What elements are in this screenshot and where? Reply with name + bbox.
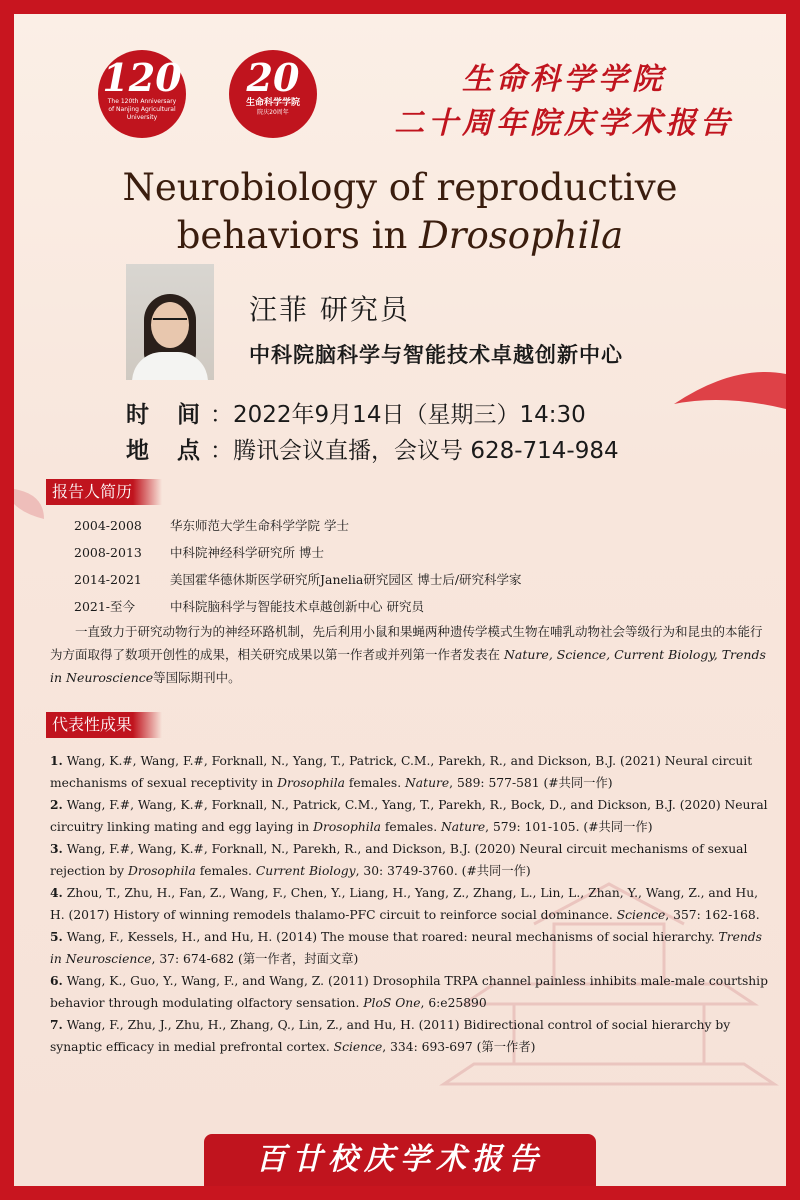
time-value: ：2022年9月14日（星期三）14:30 <box>210 402 586 428</box>
logo-caption: 生命科学学院 <box>245 98 300 108</box>
publication-number: 7. <box>50 1017 63 1032</box>
talk-title-prefix: behaviors in <box>176 214 420 257</box>
bio-text: 美国霍华德休斯医学研究所Janelia研究园区 博士后/研究科学家 <box>170 572 522 587</box>
bio-summary-prefix: 一直致力于研究动物行为的神经环路机制，先后利用小鼠和果蝇两种遗传学模式生物在哺乳动物社会等级行为和昆虫的本能行为方面取得了数项开创性的成果，相关研究成果以第一作者或并列第一作者发表在 <box>50 624 763 662</box>
header-event-name: 二十周年院庆学术报告 <box>394 106 734 141</box>
publication-number: 4. <box>50 885 63 900</box>
logo-caption: The 120th Anniversary of Nanjing Agricultural University <box>107 98 177 121</box>
bio-summary-suffix: 等国际期刊中。 <box>153 670 241 685</box>
talk-title-line1: Neurobiology of reproductive <box>122 166 678 209</box>
publication-item <box>50 926 774 970</box>
publication-italic: Drosophila <box>313 820 381 834</box>
publication-citation-mid: females. <box>380 820 442 834</box>
publication-italic: Science <box>333 1040 383 1054</box>
bio-entry <box>74 543 324 561</box>
publication-citation-end: , 589: 577-581 (#共同一作) <box>449 776 613 790</box>
publication-citation: Zhou, T., Zhu, H., Fan, Z., Wang, F., Chen, Y., Liang, H., Yang, Z., Zhang, L., Lin, L., Zhan, Y., Wang, Z., and Hu, H. (2017) History of winning remodels thalamo-PFC circuit to reinforce social dominance. <box>50 886 759 922</box>
university-120-anniversary-logo <box>98 50 186 138</box>
publication-citation-mid: , 357: 162-168. <box>665 908 760 922</box>
publication-item <box>50 882 774 926</box>
publication-item <box>50 970 774 1014</box>
publication-citation-mid: females. <box>195 864 256 878</box>
publication-number: 1. <box>50 753 63 768</box>
logo-subcaption: 院庆20周年 <box>257 109 289 116</box>
header-college-name: 生命科学学院 <box>462 62 666 97</box>
poster <box>14 14 786 1186</box>
publication-citation-mid: females. <box>344 776 406 790</box>
publication-number: 5. <box>50 929 63 944</box>
publication-citation: Wang, F., Kessels, H., and Hu, H. (2014) The mouse that roared: neural mechanisms of social hierarchy. <box>62 930 719 944</box>
speaker-name: 汪菲 研究员 <box>249 293 410 326</box>
publication-item <box>50 1014 774 1058</box>
bio-entry <box>74 570 522 588</box>
talk-title-line2 <box>14 212 786 260</box>
bio-summary-journals: Nature, Science, Current Biology, Trends in Neuroscience <box>50 647 766 685</box>
publication-citation-mid: , 6:e25890 <box>420 996 487 1010</box>
publication-list <box>50 750 774 1058</box>
place-value: ：腾讯会议直播，会议号 628-714-984 <box>210 438 619 464</box>
speaker-affiliation: 中科院脑科学与智能技术卓越创新中心 <box>249 343 623 367</box>
bio-text: 中科院神经科学研究所 博士 <box>170 545 324 560</box>
publication-italic: PloS One <box>363 996 421 1010</box>
publication-journal: Current Biology <box>255 864 356 878</box>
publication-citation: Wang, F.#, Wang, K.#, Forknall, N., Patrick, C.M., Yang, T., Parekh, R., Bock, D., and Dickson, B.J. (2020) Neural circuitry linking mating and egg laying in <box>50 798 768 834</box>
footer-banner: 百廿校庆学术报告 <box>204 1134 596 1186</box>
publication-citation-end: , 30: 3749-3760. (#共同一作) <box>355 864 531 878</box>
bio-entry <box>74 516 349 534</box>
petal-decoration <box>674 364 786 424</box>
event-place <box>126 432 619 465</box>
place-label: 地 点 <box>126 438 211 464</box>
bio-years: 2004-2008 <box>74 518 142 533</box>
publication-citation-mid: , 37: 674-682 (第一作者，封面文章) <box>151 952 359 966</box>
college-20-anniversary-logo <box>229 50 317 138</box>
logo-number: 20 <box>246 55 300 100</box>
bio-text: 中科院脑科学与智能技术卓越创新中心 研究员 <box>170 599 424 614</box>
publication-citation-end: , 579: 101-105. (#共同一作) <box>485 820 653 834</box>
publication-item <box>50 794 774 838</box>
bio-summary <box>50 620 770 689</box>
publication-journal: Nature <box>441 820 486 834</box>
publication-citation: Wang, F., Zhu, J., Zhu, H., Zhang, Q., Lin, Z., and Hu, H. (2011) Bidirectional control of social hierarchy by synaptic efficacy in medial prefrontal cortex. <box>50 1018 731 1054</box>
logo-number: 120 <box>102 55 182 100</box>
publication-item <box>50 838 774 882</box>
bio-years: 2014-2021 <box>74 572 142 587</box>
publication-citation: Wang, F.#, Wang, K.#, Forknall, N., Parekh, R., and Dickson, B.J. (2020) Neural circuit mechanisms of sexual rejection by <box>50 842 748 878</box>
publication-number: 2. <box>50 797 63 812</box>
bio-entry <box>74 597 424 615</box>
works-section-heading: 代表性成果 <box>46 712 162 738</box>
publication-citation: Wang, K., Guo, Y., Wang, F., and Wang, Z. (2011) Drosophila TRPA channel painless inhibits male-male courtship behavior through modulating olfactory sensation. <box>50 974 768 1010</box>
publication-number: 6. <box>50 973 63 988</box>
time-label: 时 间 <box>126 402 211 428</box>
bio-years: 2008-2013 <box>74 545 142 560</box>
publication-citation-mid: , 334: 693-697 (第一作者) <box>382 1040 536 1054</box>
publication-item <box>50 750 774 794</box>
event-time <box>126 396 586 429</box>
bio-section-heading: 报告人简历 <box>46 479 162 505</box>
publication-number: 3. <box>50 841 63 856</box>
speaker-photo <box>126 264 214 380</box>
publication-italic: Drosophila <box>277 776 345 790</box>
publication-citation: Wang, K.#, Wang, F.#, Forknall, N., Yang, T., Patrick, C.M., Parekh, R., and Dickson, B.J. (2021) Neural circuit mechanisms of sexual receptivity in <box>50 754 753 790</box>
publication-italic: Science <box>616 908 666 922</box>
bio-text: 华东师范大学生命科学学院 学士 <box>170 518 349 533</box>
publication-journal: Nature <box>405 776 450 790</box>
publication-italic: Drosophila <box>127 864 196 878</box>
talk-title-italic: Drosophila <box>419 214 624 257</box>
publication-italic: Trends in Neuroscience <box>50 930 762 966</box>
bio-years: 2021-至今 <box>74 599 136 614</box>
talk-title <box>14 164 786 260</box>
